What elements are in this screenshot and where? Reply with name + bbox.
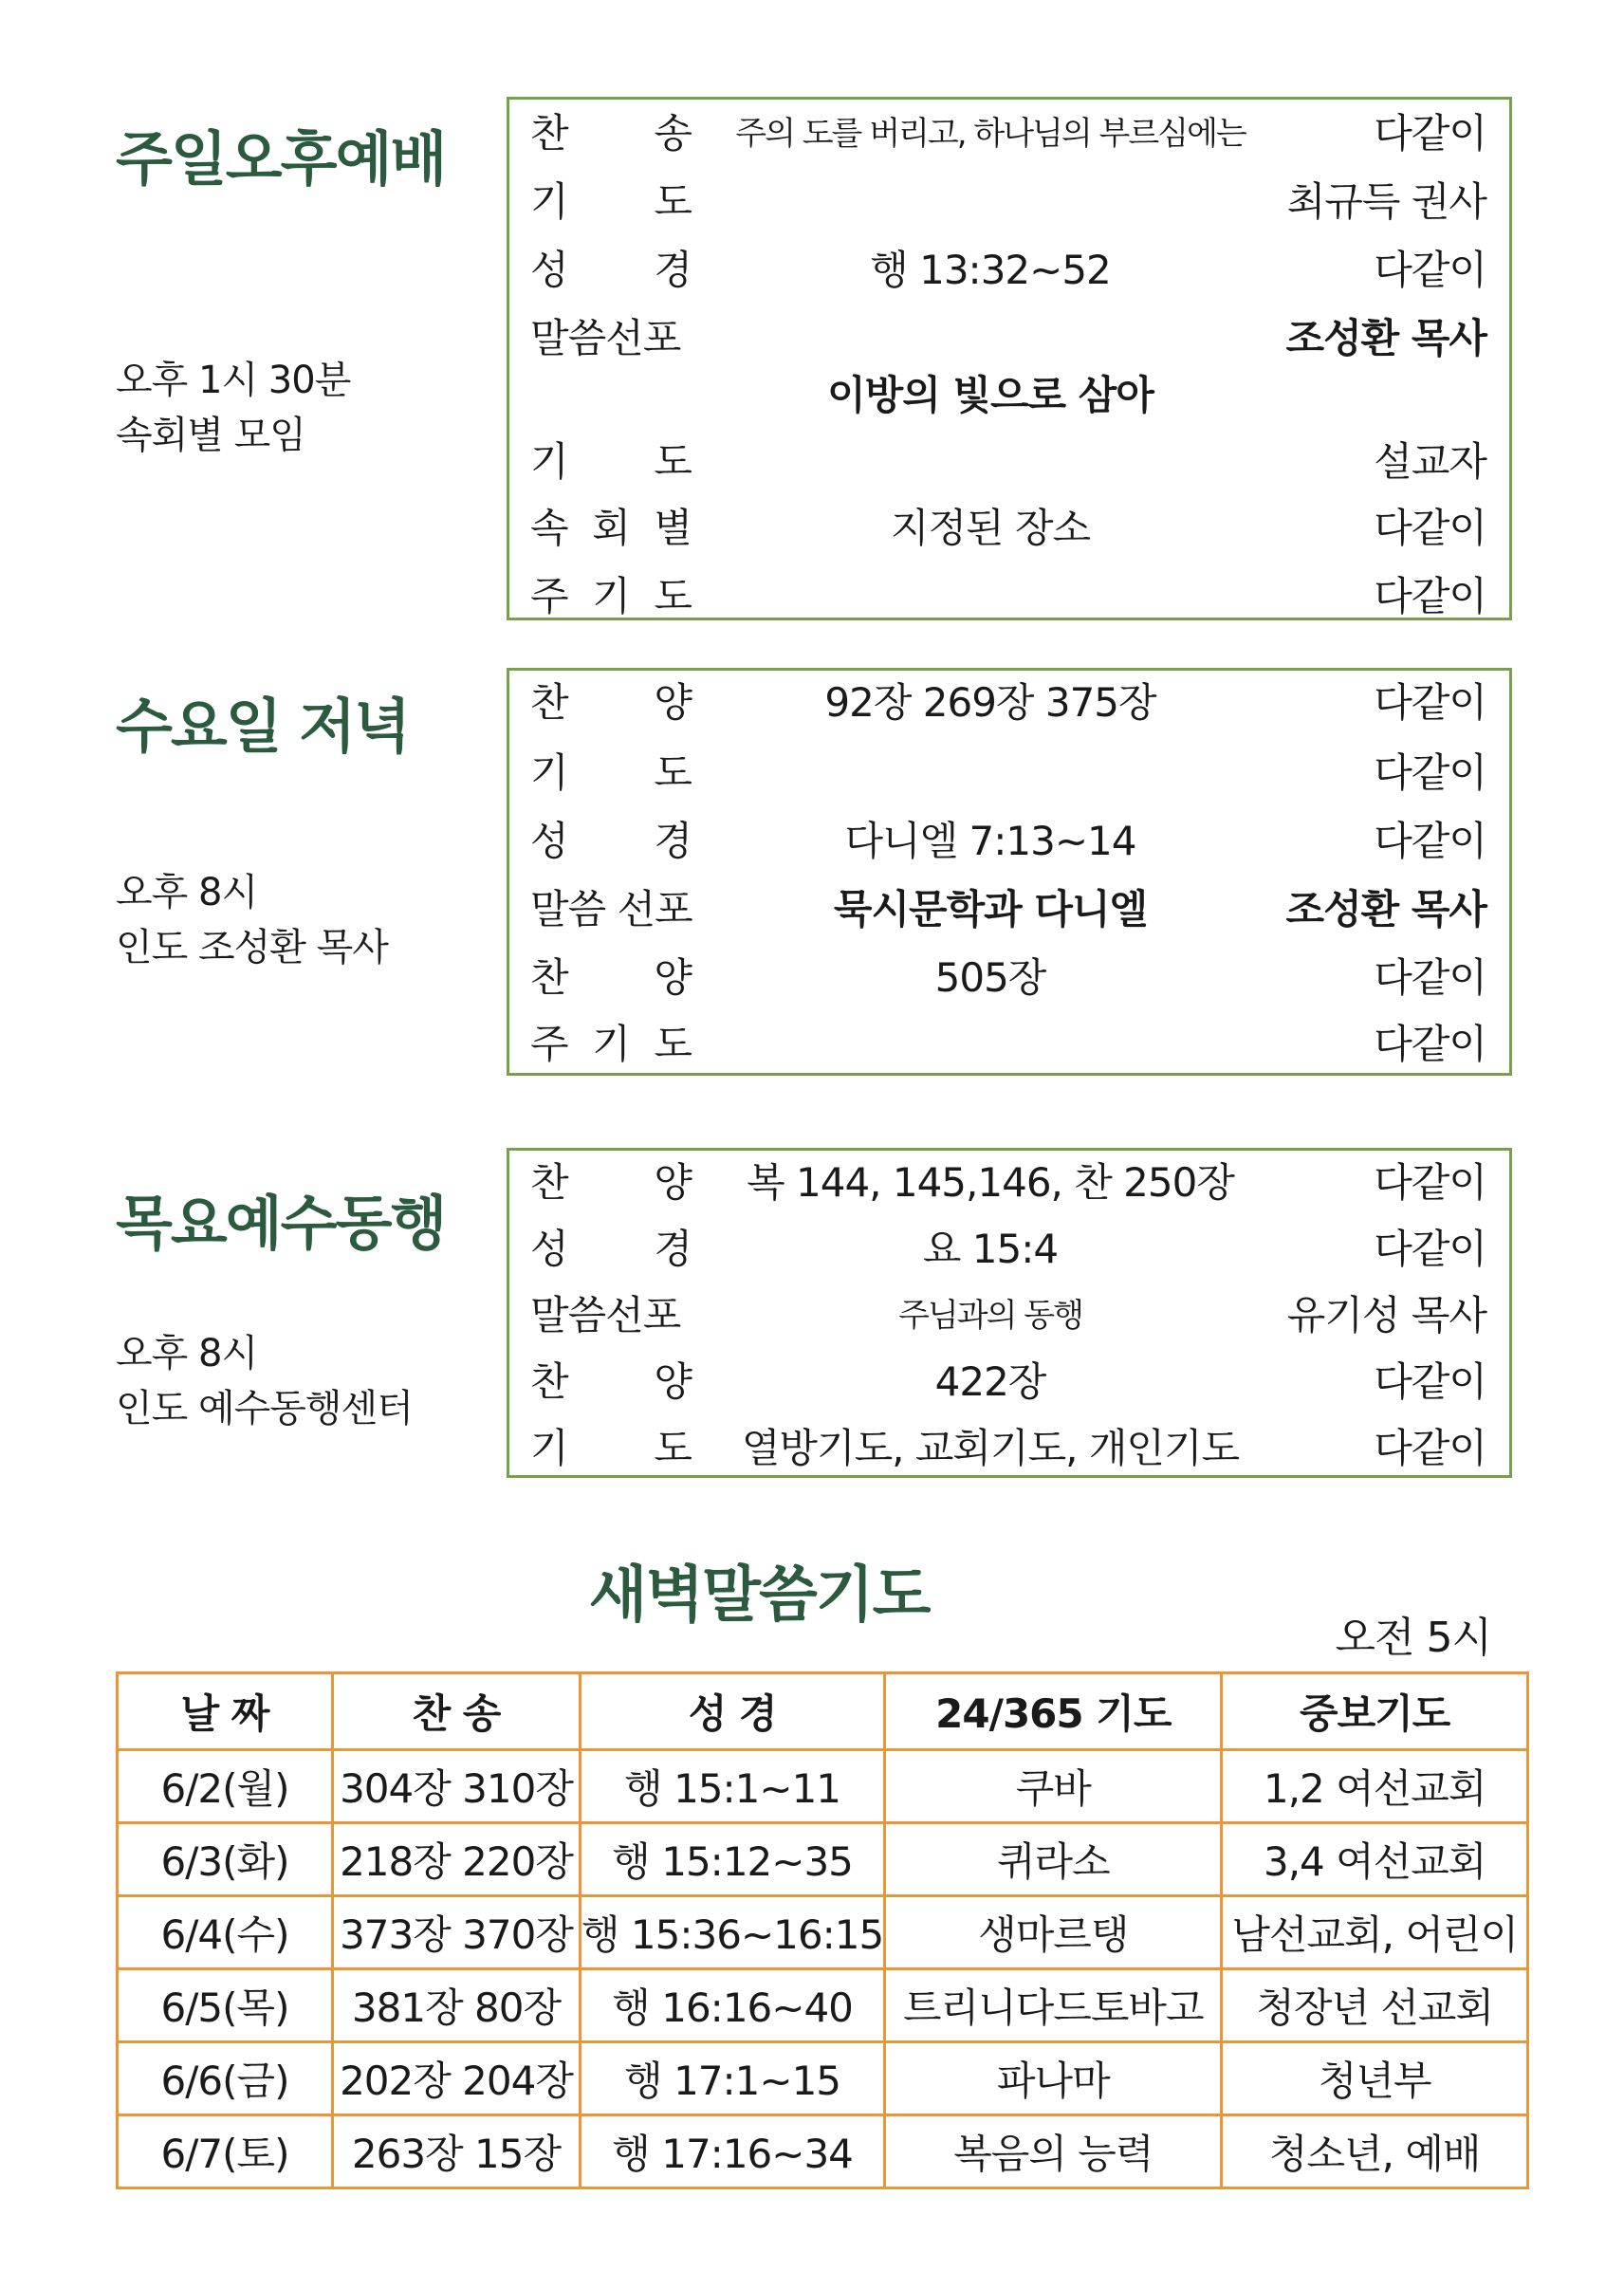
order-label-part: 기 (592, 573, 630, 619)
order-label (530, 883, 692, 936)
thursday-title: 목요예수동행 (116, 1189, 446, 1258)
sunday-title: 주일오후예배 (116, 124, 446, 194)
table-cell: 6/7(토) (118, 2115, 333, 2188)
order-label-part: 양 (654, 954, 692, 1001)
order-label-part: 성 (530, 818, 568, 864)
order-row (509, 175, 1509, 229)
order-row (509, 570, 1509, 623)
order-label (530, 747, 692, 800)
order-row (509, 883, 1509, 936)
order-label-part: 송 (654, 110, 692, 157)
order-label-part: 도 (654, 1425, 692, 1471)
table-cell: 6/2(월) (118, 1750, 333, 1823)
order-label-part: 기 (530, 178, 568, 225)
order-label (530, 1422, 692, 1475)
table-row (118, 1969, 1528, 2042)
order-label (530, 1156, 692, 1209)
order-label-part: 기 (530, 749, 568, 796)
order-leader: 다같이 (1374, 954, 1486, 1001)
table-cell: 행 16:16~40 (581, 1969, 885, 2042)
table-cell: 6/3(화) (118, 1823, 333, 1896)
order-label (530, 502, 692, 555)
order-label-part: 경 (654, 1226, 692, 1272)
order-label-part: 도 (654, 1021, 692, 1067)
order-row (509, 815, 1509, 868)
table-cell: 남선교회, 어린이 (1222, 1896, 1528, 1969)
table-cell: 트리니다드토바고 (885, 1969, 1222, 2042)
order-label-part: 주 (530, 1021, 568, 1067)
table-cell: 263장 15장 (332, 2115, 580, 2188)
sunday-note-place: 속회별 모임 (116, 414, 305, 457)
order-leader: 조성환 목사 (1285, 315, 1486, 361)
order-label-part: 기 (530, 438, 568, 485)
dawn-header-row (118, 1673, 1528, 1750)
order-label-part: 도 (654, 178, 692, 225)
table-cell: 퀴라소 (885, 1823, 1222, 1896)
order-row (509, 369, 1509, 422)
order-label (530, 1356, 692, 1409)
table-cell: 행 15:36~16:15 (581, 1896, 885, 1969)
table-cell: 복음의 능력 (885, 2115, 1222, 2188)
order-label-part: 양 (654, 1358, 692, 1405)
table-cell: 행 15:1~11 (581, 1750, 885, 1823)
sunday-order-box (507, 97, 1512, 620)
order-row (509, 1289, 1509, 1342)
order-label-part: 말씀선포 (530, 1292, 681, 1338)
order-label-part: 별 (654, 505, 692, 551)
thursday-note-time: 오후 8시 (116, 1332, 258, 1375)
order-leader: 다같이 (1374, 1226, 1486, 1272)
order-label-part: 찬 (530, 954, 568, 1001)
order-leader: 다같이 (1374, 1358, 1486, 1405)
col-intercession: 중보기도 (1222, 1673, 1528, 1750)
dawn-time: 오전 5시 (1335, 1614, 1491, 1662)
order-content: 행 13:32~52 (870, 247, 1111, 293)
col-scripture: 성 경 (581, 1673, 885, 1750)
order-content: 92장 269장 375장 (824, 679, 1156, 726)
order-content: 주님과의 동행 (898, 1297, 1082, 1335)
order-leader: 최규득 권사 (1286, 178, 1486, 225)
order-label (530, 676, 692, 729)
dawn-title: 새벽말씀기도 (588, 1560, 930, 1631)
wednesday-title: 수요일 저녁 (116, 692, 410, 761)
order-row (509, 676, 1509, 729)
table-row (118, 1823, 1528, 1896)
table-cell: 6/4(수) (118, 1896, 333, 1969)
order-row (509, 1018, 1509, 1071)
order-leader: 다같이 (1374, 110, 1486, 157)
order-label-part: 주 (530, 573, 568, 619)
thursday-note (116, 1326, 413, 1436)
order-label (530, 1018, 692, 1071)
order-label-part: 속 (530, 505, 568, 551)
table-cell: 381장 80장 (332, 1969, 580, 2042)
order-label-part: 찬 (530, 110, 568, 157)
order-row (509, 502, 1509, 555)
table-cell: 3,4 여선교회 (1222, 1823, 1528, 1896)
order-label-part: 찬 (530, 679, 568, 726)
order-content: 묵시문학과 다니엘 (833, 886, 1148, 932)
sunday-note (116, 353, 350, 463)
dawn-schedule-table (116, 1671, 1529, 2189)
wednesday-note (116, 865, 388, 975)
order-label-part: 경 (654, 247, 692, 293)
order-row (509, 244, 1509, 297)
order-content: 주의 도를 버리고, 하나님의 부르심에는 (735, 115, 1246, 153)
order-leader: 유기성 목사 (1286, 1292, 1486, 1338)
order-leader: 조성환 목사 (1285, 886, 1486, 932)
table-cell: 1,2 여선교회 (1222, 1750, 1528, 1823)
col-hymn: 찬 송 (332, 1673, 580, 1750)
order-label-part: 회 (592, 505, 630, 551)
order-label-part: 성 (530, 1226, 568, 1272)
order-leader: 다같이 (1374, 247, 1486, 293)
table-row (118, 2042, 1528, 2115)
order-label-part: 말씀선포 (530, 315, 681, 361)
order-row (509, 747, 1509, 800)
table-cell: 행 15:12~35 (581, 1823, 885, 1896)
order-leader: 다같이 (1374, 818, 1486, 864)
thursday-order-box (507, 1148, 1512, 1478)
order-label (530, 175, 692, 229)
order-label (530, 951, 692, 1005)
order-row (509, 951, 1509, 1005)
order-content: 다니엘 7:13~14 (844, 818, 1136, 864)
wednesday-note-time: 오후 8시 (116, 871, 258, 914)
table-cell: 청년부 (1222, 2042, 1528, 2115)
table-cell: 6/6(금) (118, 2042, 333, 2115)
order-label (530, 815, 692, 868)
table-cell: 218장 220장 (332, 1823, 580, 1896)
order-label-part: 양 (654, 1159, 692, 1206)
order-label (530, 312, 692, 365)
sunday-note-time: 오후 1시 30분 (116, 359, 351, 402)
wednesday-order-box (507, 668, 1512, 1076)
order-row (509, 1356, 1509, 1409)
order-leader: 다같이 (1374, 573, 1486, 619)
order-row (509, 107, 1509, 160)
order-content: 지정된 장소 (890, 505, 1091, 551)
table-row (118, 2115, 1528, 2188)
table-cell: 행 17:16~34 (581, 2115, 885, 2188)
table-row (118, 1896, 1528, 1969)
order-content: 422장 (934, 1358, 1046, 1405)
order-label-part: 도 (654, 749, 692, 796)
table-cell: 373장 370장 (332, 1896, 580, 1969)
order-leader: 설교자 (1374, 438, 1486, 485)
order-leader: 다같이 (1374, 679, 1486, 726)
table-cell: 파나마 (885, 2042, 1222, 2115)
table-cell: 6/5(목) (118, 1969, 333, 2042)
order-label-part: 성 (530, 247, 568, 293)
order-row (509, 435, 1509, 489)
order-leader: 다같이 (1374, 1425, 1486, 1471)
order-label-part: 찬 (530, 1159, 568, 1206)
order-content: 복 144, 145,146, 찬 250장 (747, 1159, 1234, 1206)
order-content: 열방기도, 교회기도, 개인기도 (741, 1425, 1240, 1471)
thursday-note-leader: 인도 예수동행센터 (116, 1387, 413, 1431)
order-row (509, 1223, 1509, 1276)
order-content: 505장 (934, 954, 1046, 1001)
order-content: 이방의 빛으로 삼아 (827, 372, 1153, 418)
order-content: 요 15:4 (922, 1226, 1059, 1272)
table-cell: 청소년, 예배 (1222, 2115, 1528, 2188)
col-date: 날 짜 (118, 1673, 333, 1750)
order-leader: 다같이 (1374, 1021, 1486, 1067)
order-label-part: 기 (592, 1021, 630, 1067)
order-row (509, 312, 1509, 365)
table-cell: 청장년 선교회 (1222, 1969, 1528, 2042)
order-row (509, 1156, 1509, 1209)
order-label-part: 찬 (530, 1358, 568, 1405)
table-cell: 행 17:1~15 (581, 2042, 885, 2115)
order-label-part: 도 (654, 573, 692, 619)
order-label-part: 경 (654, 818, 692, 864)
table-cell: 생마르탱 (885, 1896, 1222, 1969)
order-leader: 다같이 (1374, 505, 1486, 551)
order-row (509, 1422, 1509, 1475)
order-label (530, 570, 692, 623)
order-label (530, 107, 692, 160)
order-label (530, 1289, 692, 1342)
table-row (118, 1750, 1528, 1823)
order-leader: 다같이 (1374, 1159, 1486, 1206)
order-leader: 다같이 (1374, 749, 1486, 796)
table-cell: 쿠바 (885, 1750, 1222, 1823)
order-label (530, 244, 692, 297)
order-label-part: 도 (654, 438, 692, 485)
order-label-part: 말씀 선포 (530, 886, 692, 932)
wednesday-note-leader: 인도 조성환 목사 (116, 926, 388, 969)
order-label (530, 435, 692, 489)
order-label-part: 양 (654, 679, 692, 726)
order-label-part: 기 (530, 1425, 568, 1471)
table-cell: 304장 310장 (332, 1750, 580, 1823)
order-label (530, 1223, 692, 1276)
table-cell: 202장 204장 (332, 2042, 580, 2115)
col-prayer-24-365: 24/365 기도 (885, 1673, 1222, 1750)
